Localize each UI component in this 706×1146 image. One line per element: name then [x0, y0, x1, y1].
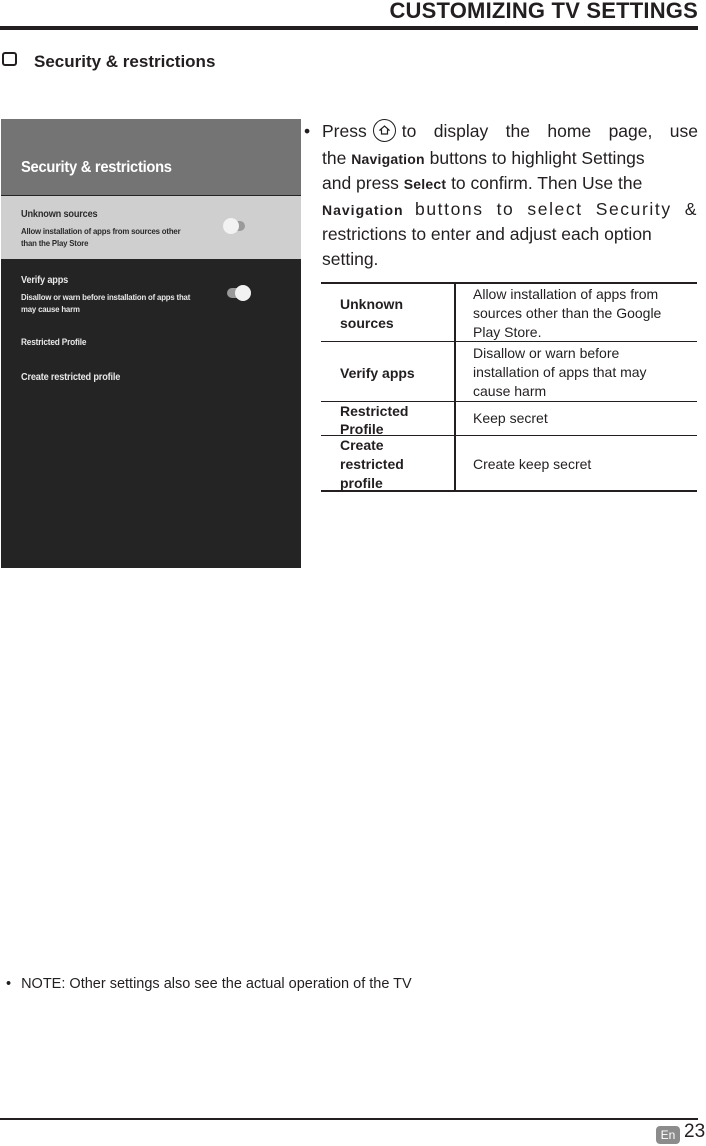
tv-item-create-restricted-profile: Create restricted profile	[21, 372, 121, 383]
tv-item-desc: Disallow or warn before installation of apps that	[21, 292, 191, 302]
tv-item-desc: may cause harm	[21, 304, 80, 314]
instruction-text: and press	[322, 173, 399, 193]
tv-item-verify-apps: Verify apps	[21, 275, 69, 286]
language-badge: En	[656, 1126, 680, 1144]
table-cell-desc: Disallow or warn before	[473, 345, 620, 361]
table-cell-desc: cause harm	[473, 383, 547, 399]
page-header-title: CUSTOMIZING TV SETTINGS	[389, 0, 698, 23]
instruction-line: restrictions to enter and adjust each option	[322, 224, 652, 244]
footer-divider	[0, 1118, 698, 1120]
select-keyword: Select	[403, 176, 447, 192]
table-cell-label: Verify apps	[340, 365, 415, 381]
table-cell-label: Profile	[340, 421, 384, 437]
table-cell-label: restricted	[340, 456, 404, 472]
instruction-line	[322, 197, 698, 223]
note-text	[6, 976, 412, 992]
instruction-paragraph	[304, 119, 698, 271]
table-cell-label: Create	[340, 437, 384, 453]
verify-apps-toggle	[227, 288, 249, 298]
table-column-divider	[454, 283, 456, 492]
section-title: Security & restrictions	[34, 52, 216, 71]
page-number: 23	[684, 1121, 706, 1142]
unknown-sources-toggle	[223, 221, 245, 231]
instruction-text: to confirm. Then Use the	[451, 173, 643, 193]
table-cell-label: sources	[340, 315, 394, 331]
note-body: NOTE: Other settings also see the actual operation of the TV	[21, 976, 412, 992]
navigation-keyword: Navigation	[351, 150, 425, 167]
table-cell-label: Restricted	[340, 403, 409, 419]
table-cell-desc: Play Store.	[473, 324, 542, 340]
tv-item-restricted-profile: Restricted Profile	[21, 337, 87, 347]
header-divider	[0, 26, 698, 30]
tv-screenshot	[1, 119, 301, 568]
toggle-knob	[223, 218, 239, 234]
tv-item-desc: than the Play Store	[21, 238, 89, 248]
table-cell-desc: sources other than the Google	[473, 305, 662, 321]
section-checkbox-icon	[2, 52, 17, 66]
bullet: •	[304, 121, 311, 141]
tv-item-desc: Allow installation of apps from sources other	[21, 226, 181, 236]
navigation-keyword: Navigation	[322, 201, 404, 218]
table-cell-label: profile	[340, 475, 383, 491]
bullet: •	[6, 976, 12, 992]
instruction-line	[322, 146, 698, 172]
toggle-knob	[235, 285, 251, 301]
instruction-text: to display the home page, use	[401, 121, 698, 141]
instruction-text: Press	[322, 121, 367, 141]
tv-item-unknown-sources: Unknown sources	[21, 209, 98, 220]
instruction-text: the	[322, 147, 347, 168]
table-cell-desc: Keep secret	[473, 410, 548, 426]
instruction-line: setting.	[322, 248, 379, 269]
instruction-line	[322, 171, 698, 197]
table-cell-label: Unknown	[340, 296, 403, 312]
instruction-text: buttons to select Security &	[414, 198, 698, 219]
table-cell-desc: installation of apps that may	[473, 364, 647, 380]
table-top-border	[321, 282, 697, 284]
tv-screen-title: Security & restrictions	[21, 159, 172, 176]
table-cell-desc: Create keep secret	[473, 456, 592, 472]
tv-header-bar	[1, 119, 301, 195]
instruction-text: buttons to highlight Settings	[429, 147, 645, 168]
home-icon	[373, 119, 396, 142]
instruction-line	[304, 119, 698, 144]
table-cell-desc: Allow installation of apps from	[473, 286, 659, 302]
